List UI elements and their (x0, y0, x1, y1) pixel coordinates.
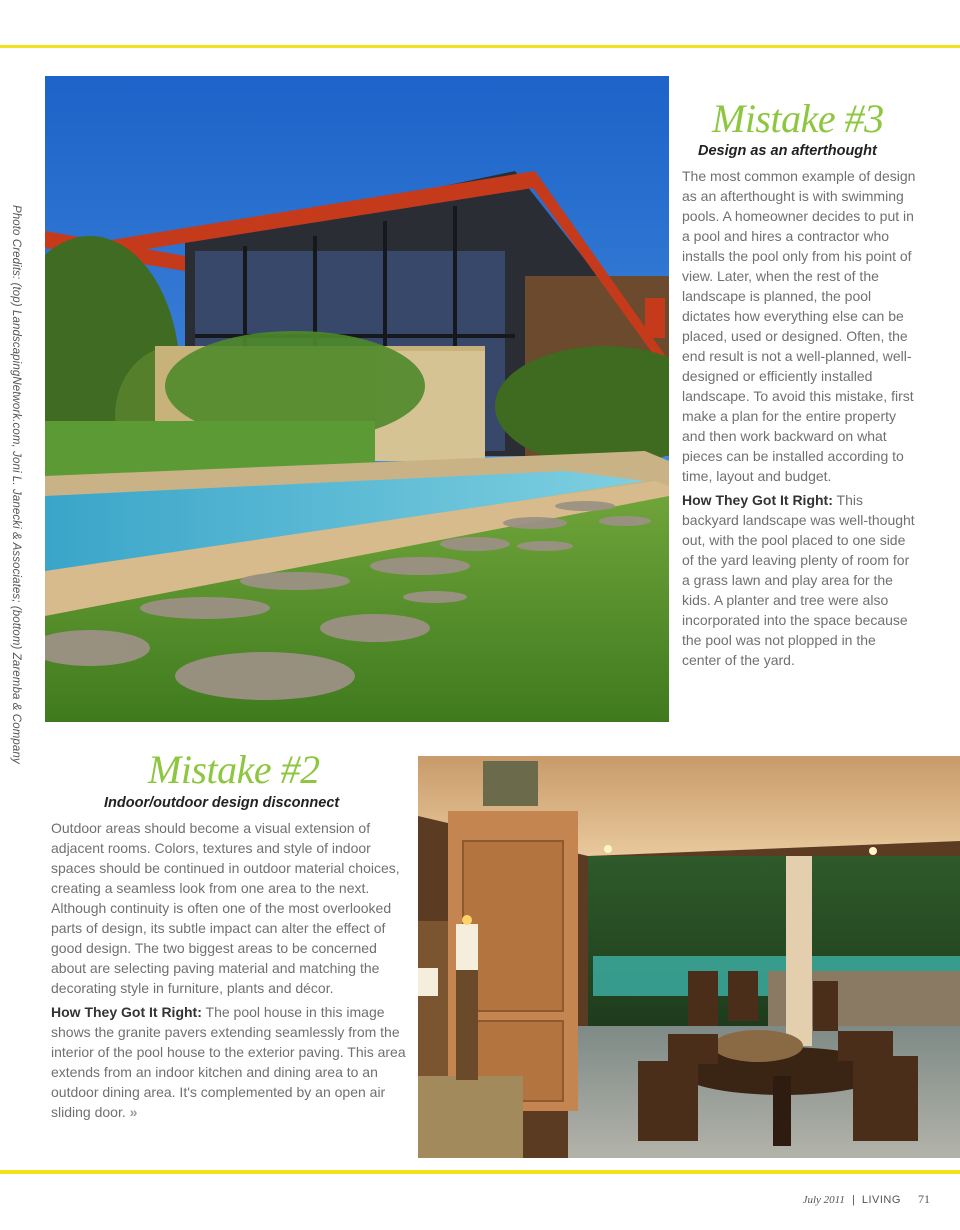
got-it-right-text: This backyard landscape was well-thought out, with the pool placed to one side of the yard leaving plenty of room for a grass lawn and play area for the kids. A planter and tree were also incorporated into the space because the pool was not plopped in the center of the yard. (682, 492, 915, 668)
mistake-3-body (682, 166, 918, 670)
got-it-right-text: The pool house in this image shows the granite pavers extending seamlessly from the interior of the pool house to the exterior paving. This area extends from an indoor kitchen and dining area to an outdoor dining area. It's complemented by an open air sliding door. (51, 1004, 406, 1120)
mistake-3-got-it-right (682, 490, 918, 670)
magazine-name: LIVING (861, 1194, 901, 1206)
mistake-3-subheading: Design as an afterthought (698, 143, 877, 159)
pool-house-photo (418, 756, 960, 1158)
continue-arrow-icon: » (129, 1104, 136, 1120)
page-number: 71 (918, 1192, 930, 1206)
footer-separator: | (851, 1194, 855, 1206)
page-footer (803, 1192, 930, 1207)
top-rule (0, 45, 960, 48)
mistake-2-body (51, 818, 413, 1122)
mistake-2-heading: Mistake #2 (148, 747, 320, 792)
mistake-3-paragraph: The most common example of design as an afterthought is with swimming pools. A homeowner decides to put in a pool and hires a contractor who installs the pool only from his point of view. Later, when the rest of the landscape is planned, the pool dictates how everything else can be placed, used or designed. Often, the end result is not a well-planned, well-designed or efficiently installed landscape. To avoid this mistake, first make a plan for the entire property and then work backward on what pieces can be installed according to time, layout and budget. (682, 168, 916, 484)
bottom-rule (0, 1170, 960, 1174)
mistake-2-subheading: Indoor/outdoor design disconnect (104, 795, 340, 811)
mistake-3-heading: Mistake #3 (712, 96, 884, 141)
got-it-right-label: How They Got It Right: (682, 492, 833, 508)
backyard-pool-photo (45, 76, 669, 722)
got-it-right-label: How They Got It Right: (51, 1004, 202, 1020)
photo-credit: Photo Credits: (top) LandscapingNetwork.com, Joni L. Janecki & Associates; (bottom) Zaremba & Company (10, 205, 22, 764)
mistake-2-paragraph: Outdoor areas should become a visual extension of adjacent rooms. Colors, textures and style of indoor spaces should be continued in outdoor material choices, creating a seamless look from one area to the next. Although continuity is often one of the most overlooked parts of design, its subtle impact can alter the effect of good design. The two biggest areas to be concerned about are selecting paving material and matching the decorating style in furniture, plants and décor. (51, 820, 400, 996)
issue-date: July 2011 (802, 1194, 845, 1206)
mistake-2-got-it-right (51, 1002, 413, 1122)
